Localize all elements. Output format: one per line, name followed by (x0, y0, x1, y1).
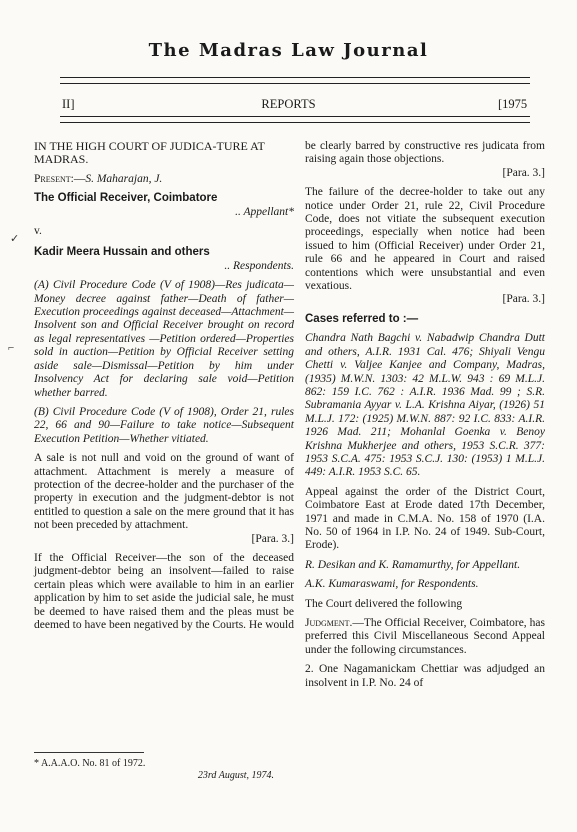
present-label: Present:— (34, 172, 86, 185)
judgment-text: —The Official Receiver, Coimbatore, has preferred this Civil Miscellaneous Second Appeal under the following circumstances. (305, 617, 545, 656)
respondent-name: Kadir Meera Hussain and others (34, 246, 210, 259)
counsel-respondents: A.K. Kumaraswami, for Respondents. (305, 578, 479, 591)
right-paragraph-2: The failure of the decree-holder to take out any notice under Order 21, rule 22, Civil Procedure Code, does not vitiate the subsequent execution proceedings, especially when notice had been issued to him (Official Receiver) under Order 21, rule 66 and he appeared in Court and raised contentions which were unsubstantial and even vexatious. (305, 186, 545, 293)
left-column (34, 140, 294, 638)
section-label: REPORTS (261, 97, 316, 111)
judgment-label: Judgment. (305, 617, 353, 629)
volume-number: II] (62, 97, 75, 111)
cases-list: Chandra Nath Bagchi v. Nabadwip Chandra Dutt and others, A.I.R. 1931 Cal. 476; Shiyali Vengu Chetti v. Valjee Kanjee and Company, Madras, (1935) M.W.N. 1303: 42 M.L.W. 943 : 69 M.L.J. 862: 159 I.C. 762 : A.I.R. 1936 Mad. 99 ; S.R. Subramania Ayyar v. L.A. Krishna Aiyar, (1926) 51 M.L.J. 172: (1925) M.W.N. 887: 92 I.C. 833: A.I.R. 1926 Mad. 211; Mohanlal Goenka v. Benoy Krishna Mukherjee and others, 1953 S.C.R. 377: 1953 S.C.A. 475: 1953 S.C.J. 130: (1953) 1 M.L.J. 449: A.I.R. 1953 S.C. 65. (305, 332, 545, 479)
header-rule-bottom (60, 116, 530, 117)
appeal-paragraph: Appeal against the order of the District Court, Coimbatore East at Erode dated 17th December, 1971 and made in C.M.A. No. 158 of 1970 (I.A. No. 50 of 1964 in I.P. No. 24 of 1949. Sub-Court, Erode). (305, 485, 545, 552)
right-paragraph-2-ref: [Para. 3.] (502, 293, 545, 306)
cases-heading: Cases referred to :— (305, 312, 419, 325)
headnote-a: (A) Civil Procedure Code (V of 1908)—Res judicata—Money decree against father—Death of father—Execution proceedings against deceased—Attachment—Insolvent son and Official Receiver brought on record as legal representatives —Petition ordered—Properties sold in auction—Petition by Official Receiver setting aside sale—Dismissal—Petition by him under Insolvency Act for declaring sale void—Petition whether barred. (34, 279, 294, 399)
footnote-case: * A.A.A.O. No. 81 of 1972. (34, 758, 146, 769)
year-label: [1975 (498, 97, 528, 111)
margin-mark: ✓ (10, 233, 20, 245)
judgment-paragraph (305, 617, 545, 657)
present-line (34, 173, 294, 186)
appellant-role: .. Appellant* (235, 205, 294, 218)
present-judge: S. Maharajan, J. (85, 172, 163, 185)
court-name: IN THE HIGH COURT OF JUDICA-TURE AT MADRAS. (34, 139, 265, 167)
footnote (34, 758, 294, 782)
footnote-rule (34, 752, 144, 753)
respondent-role: .. Respondents. (224, 259, 294, 272)
left-paragraph-1: A sale is not null and void on the ground of want of attachment. Attachment is merely a measure of protection of the decree-holder and the purchaser of the property in execution and the judgment-debtor is not entitled to question a sale on the mere ground that it has not been preceded by attachment. (34, 452, 294, 532)
versus: v. (34, 225, 42, 238)
header-rule-top (60, 77, 530, 78)
counsel-appellant: R. Desikan and K. Ramamurthy, for Appellant. (305, 558, 521, 571)
headnote-b: (B) Civil Procedure Code (V of 1908), Order 21, rules 22, 66 and 90—Failure to take notice—Subsequent Execution Petition—Whether vitiated. (34, 405, 294, 445)
right-paragraph-1-ref: [Para. 3.] (502, 166, 545, 179)
right-column (305, 140, 545, 696)
header-rule-top-inner (60, 83, 530, 84)
footnote-date: 23rd August, 1974. (197, 770, 274, 781)
delivered-line: The Court delivered the following (305, 597, 463, 610)
margin-mark: ⌐ (8, 342, 15, 354)
appellant-name: The Official Receiver, Coimbatore (34, 192, 218, 205)
header-rule-bottom-inner (60, 122, 530, 123)
right-paragraph-last: 2. One Nagamanickam Chettiar was adjudged an insolvent in I.P. No. 24 of (305, 663, 545, 689)
left-paragraph-2: If the Official Receiver—the son of the deceased judgment-debtor being an insolvent—failed to raise certain pleas which were available to him in an earlier application by him to set aside the judicial sale, he must be deemed to have raised them and the pleas must be deemed to have been negatived by the Courts. He would (34, 551, 294, 631)
left-paragraph-1-ref: [Para. 3.] (251, 532, 294, 545)
journal-title: The Madras Law Journal (148, 40, 429, 61)
right-paragraph-1: be clearly barred by constructive res judicata from raising again those objections. (305, 140, 545, 166)
